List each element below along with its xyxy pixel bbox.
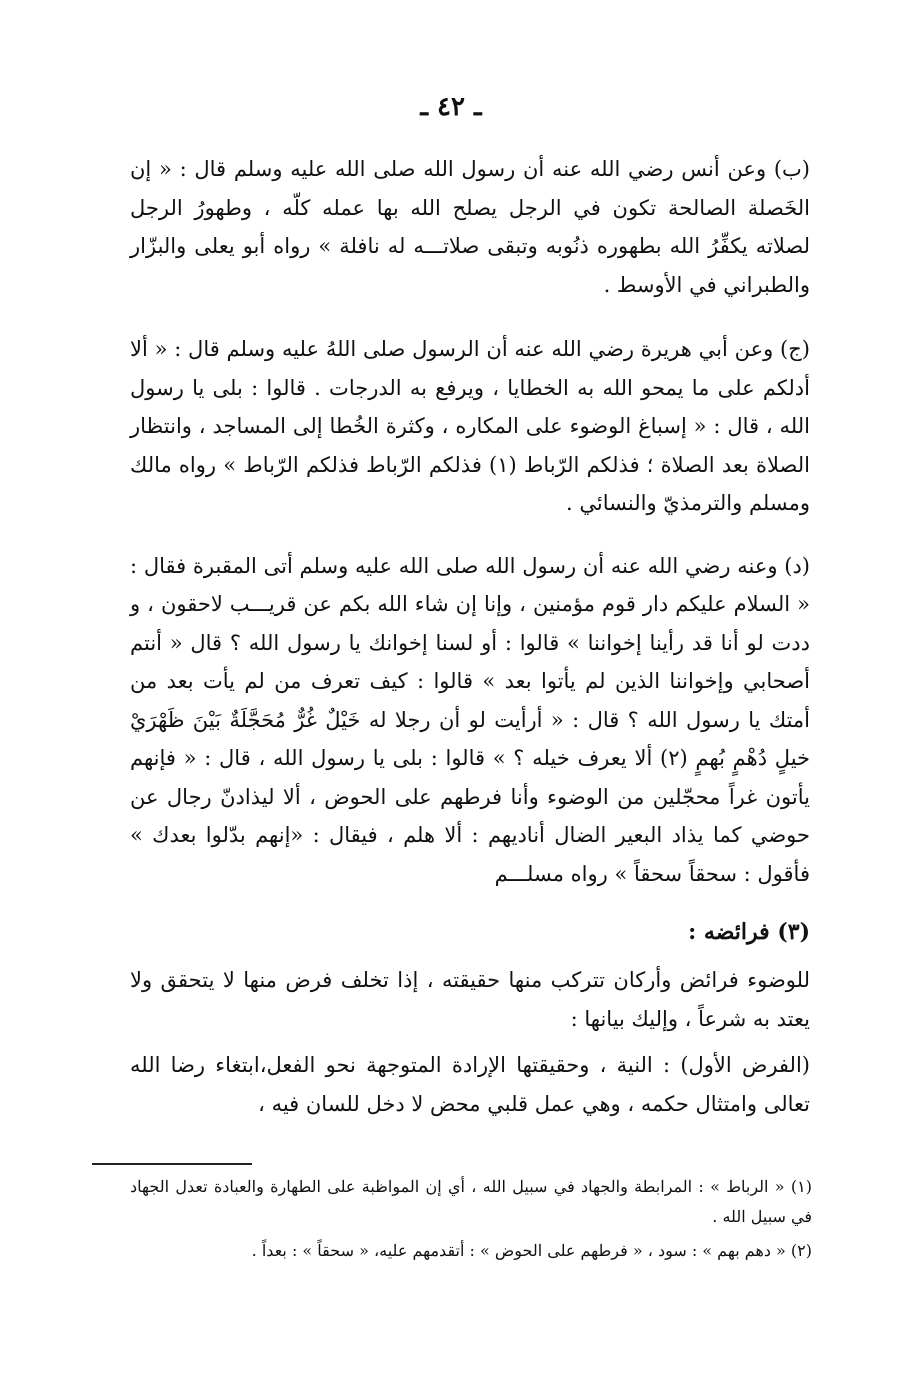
footnotes — [130, 1172, 812, 1270]
footnote-divider — [92, 1163, 252, 1165]
paragraph-d: (د) وعنه رضي الله عنه أن رسول الله صلى الله عليه وسلم أتى المقبرة فقال : « السلام عليكم دار قوم مؤمنين ، وإنا إن شاء الله بكم عن قريـــب لاحقون ، و ددت لو أنا قد رأينا إخواننا » قالوا : أو لسنا إخوانك يا رسول الله ؟ قال « أنتم أصحابي وإخواننا الذين لم يأتوا بعد » قالوا : كيف تعرف من لم يأت بعد من أمتك يا رسول الله ؟ قال : « أرأيت لو أن رجلا له خَيْلٌ غُرٌّ مُحَجَّلَةٌ بَيْنَ ظَهْرَيْ خيلٍ دُهْمٍ بُهمٍ (٢) ألا يعرف خيله ؟ » قالوا : بلى يا رسول الله ، قال : « فإنهم يأتون غراً محجّلين من الوضوء وأنا فرطهم على الحوض ، ألا ليذادنّ رجال عن حوضي كما يذاد البعير الضال أناديهم : ألا هلم ، فيقال : «إنهم بدّلوا بعدك » فأقول : سحقاً سحقاً » رواه مسلـــم — [130, 553, 811, 886]
paragraph-j: (ج) وعن أبي هريرة رضي الله عنه أن الرسول صلى اللهُ عليه وسلم قال : « ألا أدلكم على ما يمحو الله به الخطايا ، ويرفع به الدرجات . قالوا : بلى يا رسول الله ، قال : « إسباغ الوضوء على المكاره ، وكثرة الخُطا إلى المساجد ، وانتظار الصلاة بعد الصلاة ؛ فذلكم الرّباط (١) فذلكم الرّباط فذلكم الرّباط » رواه مالك ومسلم والترمذيّ والنسائي . — [130, 337, 810, 515]
section-heading: (٣) فرائضه : — [688, 919, 810, 945]
footnote-2: (٢) « دهم بهم » : سود ، « فرطهم على الحوض » : أتقدمهم عليه، « سحقاً » : بعداً . — [251, 1241, 812, 1260]
footnote-1: (١) « الرباط » : المرابطة والجهاد في سبيل الله ، أي إن المواظبة على الطهارة والعبادة تعدل الجهاد في سبيل الله . — [130, 1177, 812, 1226]
first-fard-paragraph: (الفرض الأول) : النية ، وحقيقتها الإرادة المتوجهة نحو الفعل،ابتغاء رضا الله تعالى وامتثال حكمه ، وهي عمل قلبي محض لا دخل للسان فيه ، — [130, 1053, 810, 1116]
paragraph-b: (ب) وعن أنس رضي الله عنه أن رسول الله صلى الله عليه وسلم قال : « إن الخَصلة الصالحة تكون في الرجل يصلح الله بها عمله كلّه ، وطهورُ الرجل لصلاته يكفِّرُ الله بطهوره ذنُوبه وتبقى صلاتـــه له نافلة » رواه أبو يعلى والبزّار والطبراني في الأوسط . — [130, 157, 810, 297]
intro-paragraph: للوضوء فرائض وأركان تتركب منها حقيقته ، إذا تخلف فرض منها لا يتحقق ولا يعتد به شرعاً ، وإليك بيانها : — [130, 968, 810, 1031]
page-number: ـ ٤٢ ـ — [420, 92, 482, 122]
main-text — [130, 150, 810, 1123]
